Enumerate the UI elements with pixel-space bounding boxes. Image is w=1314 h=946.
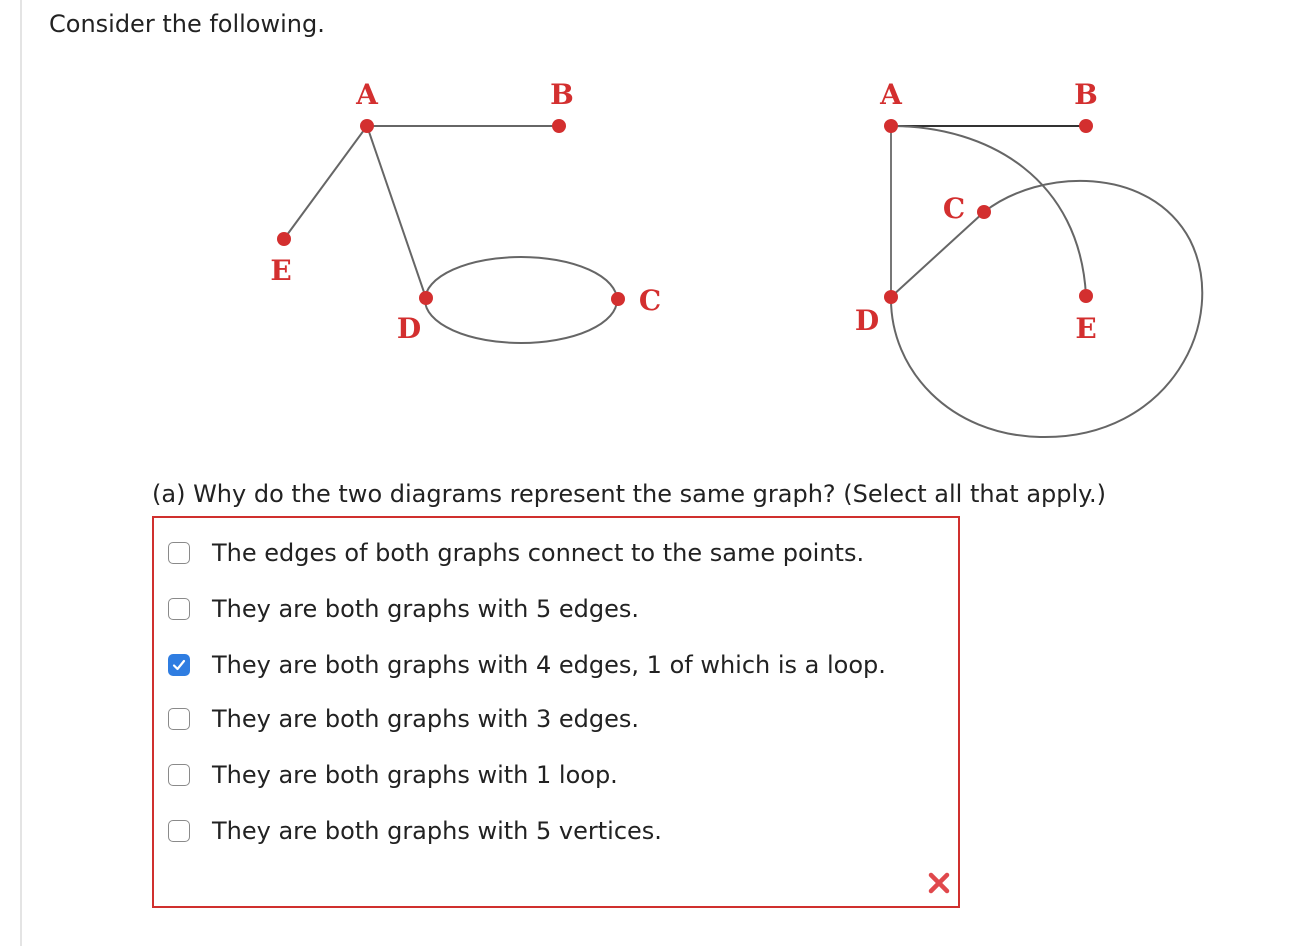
edge-a-e bbox=[284, 126, 367, 239]
option-label: They are both graphs with 1 loop. bbox=[212, 761, 618, 789]
label-c: C bbox=[638, 284, 662, 317]
vertex-c bbox=[977, 205, 991, 219]
incorrect-x-icon bbox=[926, 870, 952, 896]
vertex-b bbox=[552, 119, 566, 133]
label-e: E bbox=[1075, 312, 1097, 345]
option-label: They are both graphs with 5 edges. bbox=[212, 595, 640, 623]
label-d: D bbox=[854, 304, 880, 337]
vertex-b bbox=[1079, 119, 1093, 133]
option-2[interactable] bbox=[168, 589, 639, 629]
option-4[interactable] bbox=[168, 699, 639, 739]
vertex-c bbox=[611, 292, 625, 306]
label-b: B bbox=[550, 78, 574, 111]
vertex-e bbox=[277, 232, 291, 246]
vertex-d bbox=[884, 290, 898, 304]
right-graph-diagram bbox=[855, 78, 1202, 437]
loop-c-d bbox=[891, 181, 1202, 437]
option-label: The edges of both graphs connect to the same points. bbox=[212, 539, 865, 567]
option-1[interactable] bbox=[168, 533, 864, 573]
loop-d-c bbox=[425, 257, 617, 343]
checkbox[interactable] bbox=[168, 708, 190, 730]
intro-text: Consider the following. bbox=[49, 10, 325, 38]
edge-d-c bbox=[891, 212, 984, 297]
option-label: They are both graphs with 4 edges, 1 of which is a loop. bbox=[212, 651, 886, 679]
question-text: (a) Why do the two diagrams represent the same graph? (Select all that apply.) bbox=[152, 480, 1106, 508]
option-5[interactable] bbox=[168, 755, 618, 795]
vertex-a bbox=[360, 119, 374, 133]
option-label: They are both graphs with 3 edges. bbox=[212, 705, 640, 733]
label-a: A bbox=[880, 78, 902, 111]
label-b: B bbox=[1074, 78, 1098, 111]
option-6[interactable] bbox=[168, 811, 662, 851]
label-d: D bbox=[396, 312, 422, 345]
vertex-a bbox=[884, 119, 898, 133]
vertex-e bbox=[1079, 289, 1093, 303]
checkmark-icon bbox=[171, 657, 187, 673]
vertex-d bbox=[419, 291, 433, 305]
answer-box bbox=[152, 516, 960, 908]
label-c: C bbox=[942, 192, 966, 225]
checkbox[interactable] bbox=[168, 820, 190, 842]
graph-diagrams bbox=[0, 0, 1314, 470]
left-graph-diagram bbox=[270, 78, 661, 345]
edge-a-d bbox=[367, 126, 426, 298]
checkbox[interactable] bbox=[168, 598, 190, 620]
checkbox[interactable] bbox=[168, 542, 190, 564]
option-label: They are both graphs with 5 vertices. bbox=[212, 817, 662, 845]
option-3[interactable] bbox=[168, 645, 886, 685]
label-e: E bbox=[270, 254, 292, 287]
checkbox-checked[interactable] bbox=[168, 654, 190, 676]
label-a: A bbox=[356, 78, 378, 111]
checkbox[interactable] bbox=[168, 764, 190, 786]
